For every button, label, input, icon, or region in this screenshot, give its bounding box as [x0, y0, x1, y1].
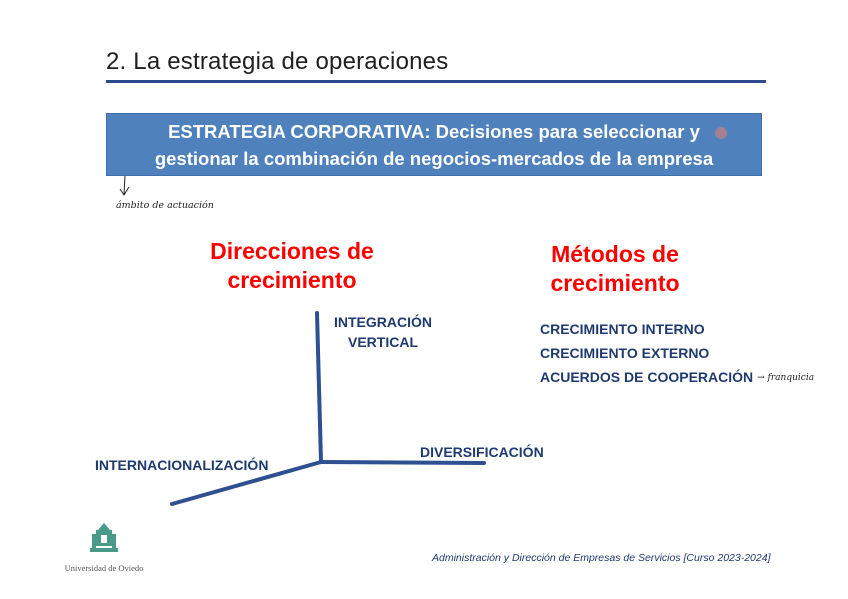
slide-title: 2. La estrategia de operaciones [106, 48, 449, 75]
axis-label-integration-line2: VERTICAL [348, 334, 418, 350]
horizontal-axis [321, 462, 484, 463]
axis-label-internationalization: INTERNACIONALIZACIÓN [95, 457, 269, 473]
university-logo [64, 520, 144, 573]
vertical-axis [317, 313, 321, 462]
course-footer: Administración y Dirección de Empresas de Servicios [Curso 2023-2024] [432, 552, 771, 564]
method-item: CRECIMIENTO EXTERNO [540, 345, 710, 361]
banner-line-2: gestionar la combinación de negocios-mercados de la empresa [154, 148, 714, 169]
method-item-label: ACUERDOS DE COOPERACIÓN [540, 369, 754, 385]
directions-heading-line2: crecimiento [227, 267, 357, 293]
university-crest-icon [84, 520, 124, 556]
method-item: CRECIMIENTO INTERNO [540, 321, 705, 337]
method-item-cooperation [540, 365, 814, 390]
growth-methods-list [540, 317, 814, 390]
axis-label-diversification: DIVERSIFICACIÓN [420, 444, 544, 460]
handwritten-franchise-note: → franquicia [757, 373, 815, 383]
methods-heading-line1: Métodos de [551, 241, 679, 267]
handwritten-note-text: ámbito de actuación [116, 200, 214, 211]
directions-heading-line1: Direcciones de [210, 238, 374, 264]
university-name: Universidad de Oviedo [64, 563, 144, 573]
axis-label-integration [328, 312, 438, 352]
methods-heading-line2: crecimiento [550, 270, 680, 296]
axis-label-integration-line1: INTEGRACIÓN [334, 314, 432, 330]
banner-line-1: ESTRATEGIA CORPORATIVA: Decisiones para seleccionar y [168, 121, 700, 142]
